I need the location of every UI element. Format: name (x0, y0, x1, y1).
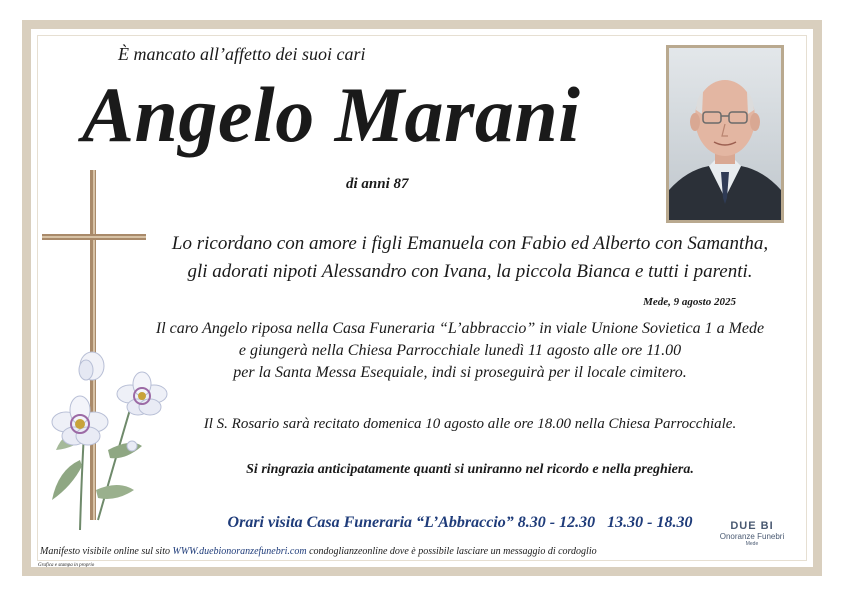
logo-city: Mede (745, 541, 759, 547)
funeral-home-logo (712, 520, 792, 547)
rest-info-text (130, 318, 790, 384)
visiting-hours: Orari visita Casa Funeraria “L’Abbraccio” 8.30 - 12.30 13.30 - 18.30 (227, 514, 693, 531)
footer-before: Manifesto visibile online sul sito (40, 546, 173, 557)
rest-line: per la Santa Messa Esequiale, indi si proseguirà per il locale cimitero. (233, 364, 687, 381)
footer-text (40, 546, 760, 557)
remembered-line: Lo ricordano con amore i figli Emanuela con Fabio ed Alberto con Samantha, (171, 233, 769, 254)
notice-date: Mede, 9 agosto 2025 (643, 296, 736, 308)
portrait-photo (666, 45, 784, 223)
footer-after: condoglianzeonline dove è possibile lasciare un messaggio di cordoglio (306, 546, 597, 557)
logo-subtitle: Onoranze Funebri (719, 532, 785, 541)
website-link[interactable]: WWW.duebionoranzefunebri.com (172, 546, 307, 557)
rosario-text: Il S. Rosario sarà recitato domenica 10 agosto alle ore 18.00 nella Chiesa Parrocchiale. (203, 416, 737, 432)
logo-name: DUE BI (730, 520, 774, 532)
age-text: di anni 87 (346, 176, 409, 192)
person-icon (669, 48, 781, 220)
intro-text: È mancato all’affetto dei suoi cari (118, 44, 366, 64)
rest-line: e giungerà nella Chiesa Parrocchiale lunedì 11 agosto alle ore 11.00 (238, 342, 682, 359)
remembered-line: gli adorati nipoti Alessandro con Ivana, la piccola Bianca e tutti i parenti. (187, 261, 753, 282)
rest-line: Il caro Angelo riposa nella Casa Funeraria “L’abbraccio” in viale Unione Sovietica 1 a Mede (155, 320, 765, 337)
deceased-name: Angelo Marani (82, 71, 581, 158)
remembered-by-text (150, 230, 790, 286)
printer-credit: Grafica e stampa in proprio (38, 563, 95, 568)
thanks-text: Si ringrazia anticipatamente quanti si uniranno nel ricordo e nella preghiera. (246, 462, 694, 477)
